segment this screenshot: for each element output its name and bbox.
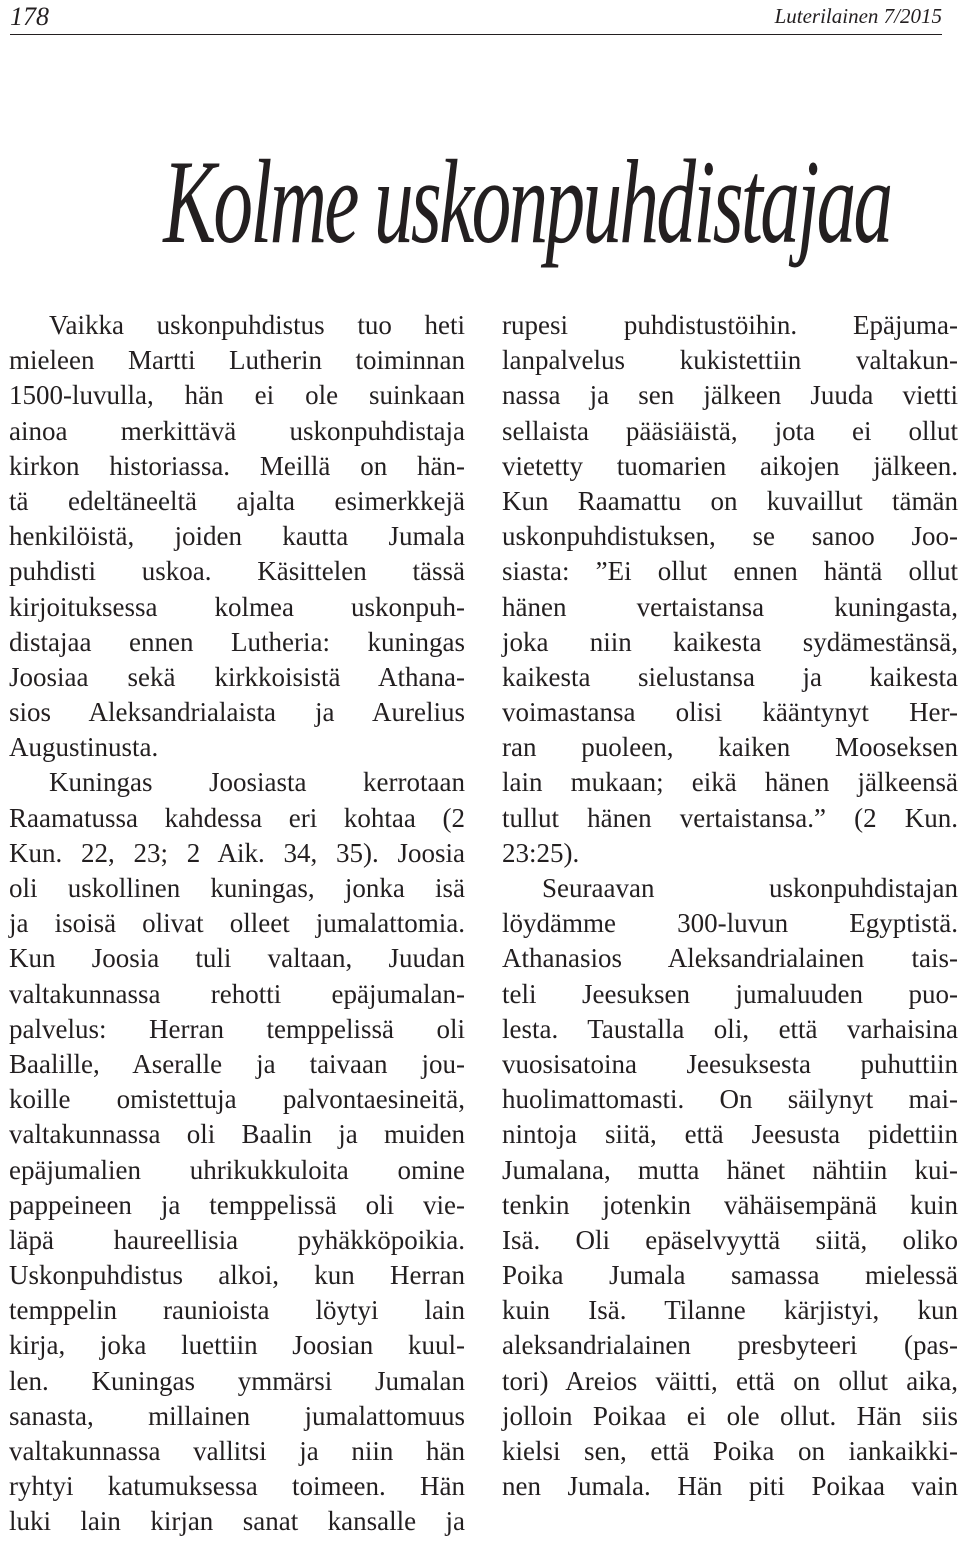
text-line: nintoja siitä, että Jeesusta pidettiin (502, 1119, 958, 1150)
text-line: vuosisatoina Jeesuksesta puhuttiin (502, 1048, 958, 1079)
text-line: luki lain kirjan sanat kansalle ja (9, 1506, 465, 1537)
text-line: ja isoisä olivat olleet jumalattomia. (9, 908, 465, 939)
text-line: kirkon historiassa. Meillä on hän- (9, 450, 465, 481)
text-line: nassa ja sen jälkeen Juuda vietti (502, 380, 958, 411)
text-line: aleksandrialainen presbyteeri (pas- (502, 1330, 958, 1361)
text-line: tenkin jotenkin vähäisempänä kuin (502, 1189, 958, 1220)
text-line: kielsi sen, että Poika on iankaikki- (502, 1436, 958, 1466)
text-line: 1500-luvulla, hän ei ole suinkaan (9, 380, 465, 411)
text-line: Isä. Oli epäselvyyttä siitä, oliko (502, 1224, 958, 1255)
text-line: puhdisti uskoa. Käsittelen tässä (9, 556, 465, 587)
text-line: Kun. 22, 23; 2 Aik. 34, 35). Joosia (9, 837, 465, 868)
text-line: epäjumalien uhrikukkuloita omine (9, 1154, 465, 1185)
text-line: Uskonpuhdistus alkoi, kun Herran (9, 1260, 465, 1291)
text-line: koille omistettuja palvontaesineitä, (9, 1084, 465, 1115)
text-line: pappeineen ja temppelissä oli vie- (9, 1189, 465, 1220)
text-line: Poika Jumala samassa mielessä (502, 1260, 958, 1291)
text-line: Joosiaa sekä kirkkoisistä Athana- (9, 661, 465, 692)
text-line: voimastansa olisi kääntynyt Her- (502, 697, 958, 728)
text-line: Jumalana, mutta hänet nähtiin kui- (502, 1154, 958, 1185)
text-line: uskonpuhdistuksen, se sanoo Joo- (502, 521, 958, 552)
text-line: tullut hänen vertaistansa.” (2 Kun. (502, 802, 958, 833)
text-line: jolloin Poikaa ei ole ollut. Hän siis (502, 1400, 958, 1431)
text-line: rupesi puhdistustöihin. Epäjuma- (502, 310, 958, 340)
text-line: Kun Joosia tuli valtaan, Juudan (9, 943, 465, 974)
text-line: kirja, joka luettiin Joosian kuul- (9, 1330, 465, 1361)
text-line: sios Aleksandrialaista ja Aurelius (9, 697, 465, 728)
text-line: lesta. Taustalla oli, että varhaisina (502, 1013, 958, 1044)
text-line: Augustinusta. (9, 732, 159, 763)
text-line: teli Jeesuksen jumaluuden puo- (502, 978, 958, 1009)
text-line: tori) Areios väitti, että on ollut aika, (502, 1365, 958, 1396)
text-line: valtakunnassa oli Baalin ja muiden (9, 1119, 465, 1150)
text-line: sanasta, millainen jumalattomuus (9, 1400, 465, 1431)
text-line: kaikesta sielustansa ja kaikesta (502, 661, 958, 692)
text-line: Athanasios Aleksandrialainen tais- (502, 943, 958, 974)
text-line: Kun Raamattu on kuvaillut tämän (502, 485, 958, 516)
text-line: nen Jumala. Hän piti Poikaa vain (502, 1471, 958, 1502)
text-line: len. Kuningas ymmärsi Jumalan (9, 1365, 465, 1396)
text-line: Baalille, Aseralle ja taivaan jou- (9, 1048, 465, 1079)
page-number: 178 (10, 2, 49, 31)
text-line: valtakunnassa vallitsi ja niin hän (9, 1436, 465, 1466)
left-text-column (9, 308, 465, 1540)
text-line: palvelus: Herran temppelissä oli (9, 1013, 465, 1044)
text-line: henkilöistä, joiden kautta Jumala (9, 521, 465, 552)
text-line: hänen vertaistansa kuningasta, (502, 591, 958, 622)
page-header (10, 0, 942, 35)
text-line: vietetty tuomarien aikojen jälkeen. (502, 450, 958, 481)
text-line: distajaa ennen Lutheria: kuningas (9, 626, 465, 657)
text-line: Kuningas Joosiasta kerrotaan (49, 767, 465, 798)
right-text-column (502, 308, 958, 1504)
text-line: tä edeltäneeltä ajalta esimerkkejä (9, 485, 465, 516)
text-line: temppelin raunioista löytyi lain (9, 1295, 465, 1326)
text-line: ainoa merkittävä uskonpuhdistaja (9, 415, 465, 446)
text-line: Seuraavan uskonpuhdistajan (542, 873, 958, 903)
text-line: ran puoleen, kaiken Mooseksen (502, 732, 958, 763)
text-line: lain mukaan; eikä hänen jälkeensä (502, 767, 958, 798)
text-line: Vaikka uskonpuhdistus tuo heti (49, 310, 465, 340)
text-line: oli uskollinen kuningas, jonka isä (9, 873, 465, 903)
text-line: lanpalvelus kukistettiin valtakun- (502, 345, 958, 376)
text-line: Raamatussa kahdessa eri kohtaa (2 (9, 802, 465, 833)
text-line: huolimattomasti. On säilynyt mai- (502, 1084, 958, 1115)
text-line: mieleen Martti Lutherin toiminnan (9, 345, 465, 376)
text-line: ryhtyi katumuksessa toimeen. Hän (9, 1471, 465, 1502)
text-line: kuin Isä. Tilanne kärjistyi, kun (502, 1295, 958, 1326)
article-title: Kolme uskonpuhdistajaa (163, 135, 891, 268)
text-line: sellaista pääsiäistä, jota ei ollut (502, 415, 958, 446)
text-line: 23:25). (502, 837, 580, 868)
text-line: läpä haureellisia pyhäkköpoikia. (9, 1224, 465, 1255)
running-head: Luterilainen 7/2015 (774, 4, 942, 28)
text-line: joka niin kaikesta sydämestänsä, (502, 626, 958, 657)
text-line: valtakunnassa rehotti epäjumalan- (9, 978, 465, 1009)
text-line: kirjoituksessa kolmea uskonpuh- (9, 591, 465, 622)
text-line: löydämme 300-luvun Egyptistä. (502, 908, 958, 939)
text-line: siasta: ”Ei ollut ennen häntä ollut (502, 556, 958, 587)
